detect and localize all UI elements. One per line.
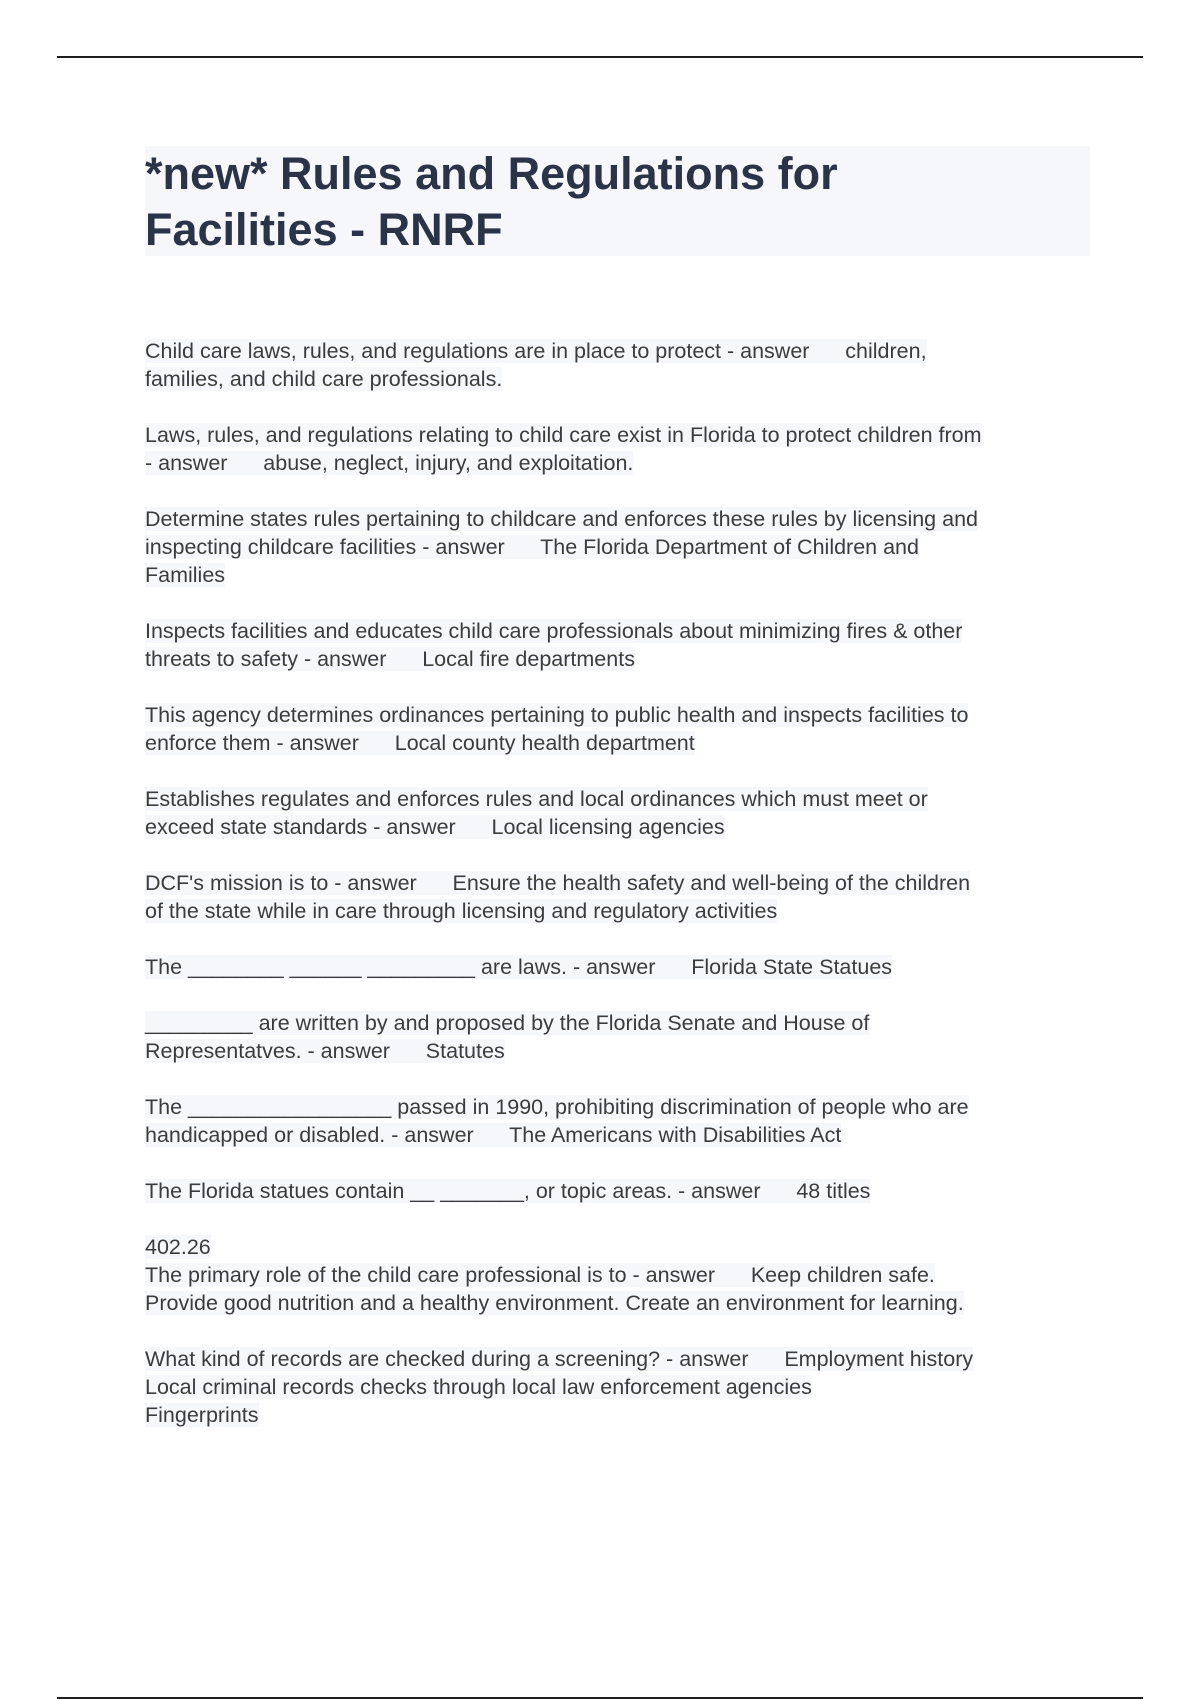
qa-item [145, 1233, 1095, 1317]
qa-line-text: The Florida statues contain __ _______, or topic areas. - answer 48 titles [145, 1179, 871, 1203]
qa-line-text: Inspects facilities and educates child care professionals about minimizing fires & other [145, 619, 963, 643]
qa-line [145, 953, 1095, 981]
qa-line [145, 533, 1095, 561]
qa-line-text: The primary role of the child care professional is to - answer Keep children safe. [145, 1263, 935, 1287]
qa-line [145, 421, 1095, 449]
qa-line-text: The _________________ passed in 1990, prohibiting discrimination of people who are [145, 1095, 969, 1119]
qa-item [145, 1009, 1095, 1065]
qa-line [145, 1289, 1095, 1317]
qa-line-text: What kind of records are checked during a screening? - answer Employment history [145, 1347, 974, 1371]
qa-line-text: Families [145, 563, 226, 587]
title-line-2: Facilities - RNRF [145, 204, 503, 255]
qa-line-text: threats to safety - answer Local fire departments [145, 647, 635, 671]
bottom-rule [57, 1697, 1143, 1699]
qa-line-text: 402.26 [145, 1235, 211, 1259]
qa-line [145, 1373, 1095, 1401]
qa-line [145, 1401, 1095, 1429]
qa-line-text: - answer abuse, neglect, injury, and exploitation. [145, 451, 634, 475]
qa-line-text: handicapped or disabled. - answer The Americans with Disabilities Act [145, 1123, 842, 1147]
qa-list [145, 337, 1095, 1457]
qa-item [145, 421, 1095, 477]
qa-line-text: families, and child care professionals. [145, 367, 503, 391]
qa-line-text: Fingerprints [145, 1403, 259, 1427]
qa-line [145, 1009, 1095, 1037]
qa-line-text: Establishes regulates and enforces rules and local ordinances which must meet or [145, 787, 928, 811]
top-rule [57, 56, 1143, 58]
qa-line [145, 505, 1095, 533]
qa-item [145, 505, 1095, 589]
qa-line [145, 561, 1095, 589]
qa-line-text: Laws, rules, and regulations relating to child care exist in Florida to protect children from [145, 423, 982, 447]
qa-line-text: DCF's mission is to - answer Ensure the health safety and well-being of the children [145, 871, 971, 895]
qa-line [145, 1121, 1095, 1149]
qa-line-text: The ________ ______ _________ are laws. - answer Florida State Statues [145, 955, 893, 979]
qa-line-text: Child care laws, rules, and regulations are in place to protect - answer children, [145, 339, 927, 363]
qa-item [145, 869, 1095, 925]
document-title [145, 146, 1090, 258]
qa-line [145, 785, 1095, 813]
qa-line-text: Local criminal records checks through local law enforcement agencies [145, 1375, 812, 1399]
qa-line-text: enforce them - answer Local county health department [145, 731, 695, 755]
qa-item [145, 785, 1095, 841]
qa-line-text: of the state while in care through licensing and regulatory activities [145, 899, 778, 923]
qa-line [145, 1177, 1095, 1205]
qa-line [145, 449, 1095, 477]
qa-line [145, 701, 1095, 729]
qa-line [145, 1345, 1095, 1373]
title-line-1: *new* Rules and Regulations for [145, 148, 838, 199]
qa-item [145, 617, 1095, 673]
qa-line-text: This agency determines ordinances pertaining to public health and inspects facilities to [145, 703, 969, 727]
qa-line [145, 365, 1095, 393]
qa-line [145, 1037, 1095, 1065]
qa-item [145, 1177, 1095, 1205]
qa-line [145, 645, 1095, 673]
qa-line-text: Representatves. - answer Statutes [145, 1039, 505, 1063]
qa-item [145, 1093, 1095, 1149]
qa-item [145, 337, 1095, 393]
qa-line [145, 1093, 1095, 1121]
qa-line-text: inspecting childcare facilities - answer The Florida Department of Children and [145, 535, 919, 559]
title-block [145, 146, 1090, 256]
qa-line-text: _________ are written by and proposed by the Florida Senate and House of [145, 1011, 870, 1035]
qa-line [145, 869, 1095, 897]
qa-item [145, 701, 1095, 757]
qa-line-text: Determine states rules pertaining to childcare and enforces these rules by licensing and [145, 507, 978, 531]
qa-item [145, 1345, 1095, 1429]
qa-line-text: Provide good nutrition and a healthy environment. Create an environment for learning. [145, 1291, 964, 1315]
qa-line [145, 1233, 1095, 1261]
qa-line [145, 337, 1095, 365]
qa-line-text: exceed state standards - answer Local licensing agencies [145, 815, 725, 839]
qa-line [145, 813, 1095, 841]
qa-line [145, 617, 1095, 645]
qa-line [145, 729, 1095, 757]
qa-line [145, 1261, 1095, 1289]
qa-item [145, 953, 1095, 981]
qa-line [145, 897, 1095, 925]
